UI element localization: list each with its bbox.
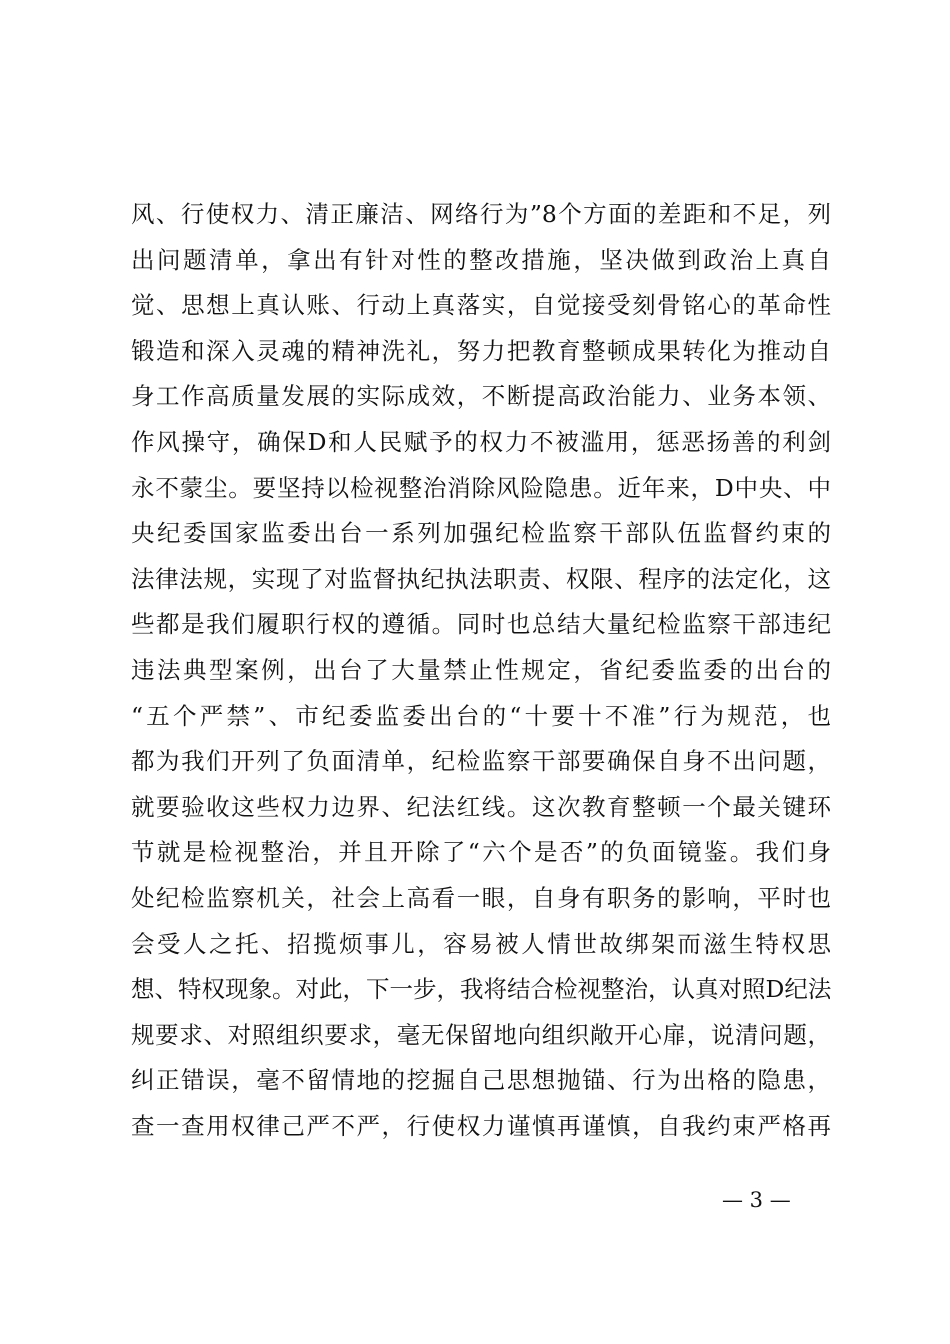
text-line: 都为我们开列了负面清单，纪检监察干部要确保自身不出问题， (131, 747, 831, 776)
text-line: 处纪检监察机关，社会上高看一眼，自身有职务的影响，平时也 (131, 883, 831, 912)
text-line: 永不蒙尘。要坚持以检视整治消除风险隐患。近年来，D中央、中 (131, 473, 831, 502)
text-line: 查一查用权律己严不严，行使权力谨慎再谨慎，自我约束严格再 (131, 1111, 831, 1140)
text-line: 节就是检视整治，并且开除了“六个是否”的负面镜鉴。我们身 (131, 838, 831, 867)
text-line: 规要求、对照组织要求，毫无保留地向组织敞开心扉，说清问题， (131, 1020, 831, 1049)
text-line: 风、行使权力、清正廉洁、网络行为”8个方面的差距和不足，列 (131, 200, 831, 228)
text-line: 作风操守，确保D和人民赋予的权力不被滥用，惩恶扬善的利剑 (131, 427, 831, 456)
body-text (131, 192, 831, 1149)
text-line: 就要验收这些权力边界、纪法红线。这次教育整顿一个最关键环 (131, 792, 831, 821)
text-line: 锻造和深入灵魂的精神洗礼，努力把教育整顿成果转化为推动自 (131, 336, 831, 365)
text-line: 会受人之托、招揽烦事儿，容易被人情世故绑架而滋生特权思 (131, 929, 831, 958)
text-line: 央纪委国家监委出台一系列加强纪检监察干部队伍监督约束的 (131, 519, 831, 548)
text-line: 出问题清单，拿出有针对性的整改措施，坚决做到政治上真自 (131, 245, 831, 274)
page-number: — 3 — (722, 1188, 791, 1212)
text-line: 纠正错误，毫不留情地的挖掘自己思想抛锚、行为出格的隐患， (131, 1066, 831, 1095)
text-line: 法律法规，实现了对监督执纪执法职责、权限、程序的法定化，这 (131, 564, 831, 593)
text-line: 觉、思想上真认账、行动上真落实，自觉接受刻骨铭心的革命性 (131, 291, 831, 320)
text-line: 想、特权现象。对此，下一步，我将结合检视整治，认真对照D纪法 (131, 975, 832, 1004)
text-line: 身工作高质量发展的实际成效，不断提高政治能力、业务本领、 (131, 382, 831, 411)
text-line: 些都是我们履职行权的遵循。同时也总结大量纪检监察干部违纪 (131, 610, 831, 639)
text-line: “五个严禁”、市纪委监委出台的“十要十不准”行为规范，也 (131, 701, 831, 730)
text-line: 违法典型案例，出台了大量禁止性规定，省纪委监委的出台的 (131, 655, 831, 684)
